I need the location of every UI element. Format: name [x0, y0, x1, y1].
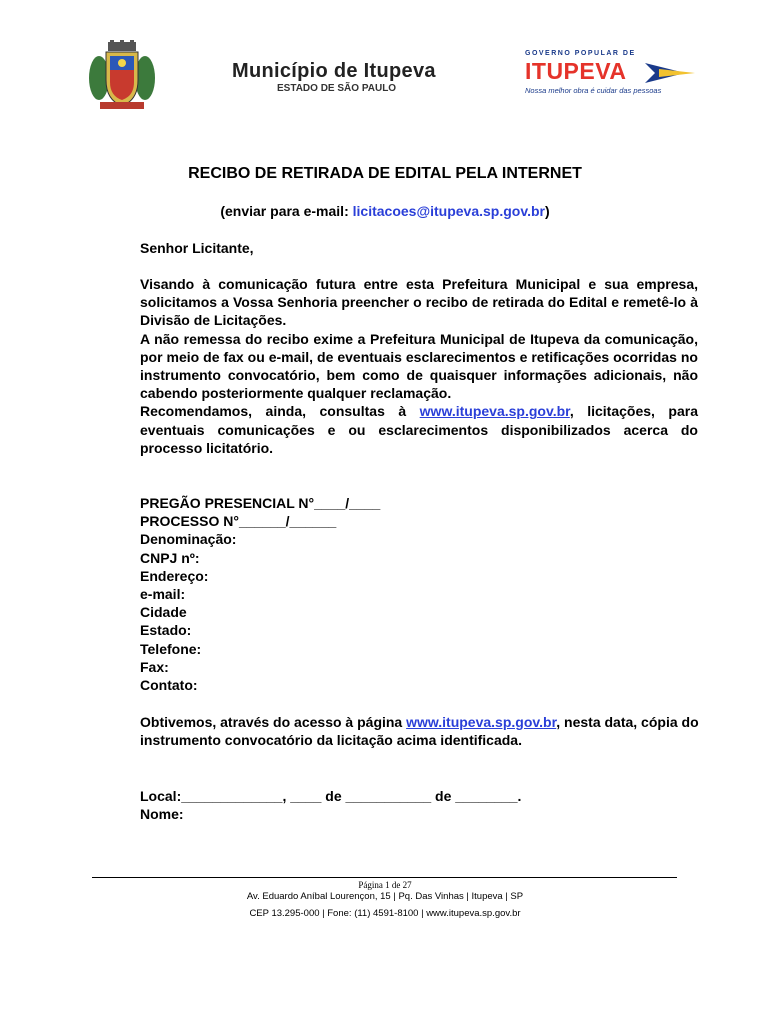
field-processo: PROCESSO N°______/______ — [140, 513, 337, 530]
field-fax: Fax: — [140, 658, 169, 675]
paragraph-3-suffix: , licitações, para eventuais comunicações e ou esclarecimentos disponibilizados acerca do processo licitatório. — [140, 403, 698, 456]
footer-divider — [92, 877, 677, 878]
brand-top-text: GOVERNO POPULAR DE — [525, 50, 636, 57]
paragraph-2: A não remessa do recibo exime a Prefeitura Municipal de Itupeva da comunicação, por meio de fax ou e-mail, de eventuais esclarecimentos e retificações ocorridas no instrumento convocatório, bem como de quaisquer informações adicionais, não cabendo posteriormente qualquer reclamação. — [140, 330, 698, 402]
field-cidade: Cidade — [140, 604, 187, 621]
field-endereco: Endereço: — [140, 567, 209, 584]
acknowledgement-link[interactable]: www.itupeva.sp.gov.br — [406, 714, 557, 730]
document-title: RECIBO DE RETIRADA DE EDITAL PELA INTERNET — [188, 165, 582, 182]
field-cnpj: CNPJ nº: — [140, 549, 200, 566]
email-suffix: ) — [544, 203, 550, 219]
email-link[interactable]: licitacoes@itupeva.sp.gov.br — [352, 203, 545, 219]
acknowledgement-text — [140, 713, 700, 749]
paragraph-3 — [140, 402, 698, 457]
government-brand-logo — [525, 50, 695, 100]
footer-address: Av. Eduardo Aníbal Lourençon, 15 | Pq. Das Vinhas | Itupeva | SP — [246, 891, 524, 902]
form-fields — [140, 494, 380, 694]
email-instruction — [0, 203, 770, 219]
signature-block — [140, 787, 521, 823]
field-pregao: PREGÃO PRESENCIAL N°____/____ — [140, 495, 381, 511]
letterhead — [0, 0, 770, 120]
field-telefone: Telefone: — [140, 640, 202, 657]
acknowledgement-suffix: , nesta data, cópia do instrumento convocatório da licitação acima identificada. — [140, 714, 699, 749]
field-estado: Estado: — [140, 622, 192, 639]
coat-of-arms-icon — [86, 40, 158, 112]
paragraph-1: Visando à comunicação futura entre esta Prefeitura Municipal e sua empresa, solicitamos a Vossa Senhoria preencher o recibo de retirada do Edital e remetê-lo à Divisão de Licitações. — [140, 276, 698, 329]
website-link[interactable]: www.itupeva.sp.gov.br — [419, 403, 570, 420]
footer-contact: CEP 13.295-000 | Fone: (11) 4591-8100 | www.itupeva.sp.gov.br — [249, 908, 521, 919]
acknowledgement-prefix: Obtivemos, através do acesso à página — [140, 714, 407, 730]
page-number: Página 1 de 27 — [358, 880, 412, 890]
municipality-name: Município de Itupeva — [232, 60, 436, 82]
field-email: e-mail: — [140, 586, 186, 603]
brand-arrow-icon — [645, 60, 697, 86]
salutation: Senhor Licitante, — [140, 240, 254, 256]
name-line: Nome: — [140, 806, 184, 823]
state-name: ESTADO DE SÃO PAULO — [277, 83, 397, 94]
field-denominacao: Denominação: — [140, 531, 237, 548]
paragraph-3-prefix: Recomendamos, ainda, consultas à — [140, 403, 420, 420]
brand-name: ITUPEVA — [525, 58, 627, 84]
body-text — [140, 275, 698, 457]
field-contato: Contato: — [140, 677, 198, 694]
local-date-line: Local:_____________, ____ de ___________ de ________. — [140, 788, 522, 804]
email-prefix: (enviar para e-mail: — [220, 203, 353, 219]
brand-slogan: Nossa melhor obra é cuidar das pessoas — [525, 86, 662, 95]
